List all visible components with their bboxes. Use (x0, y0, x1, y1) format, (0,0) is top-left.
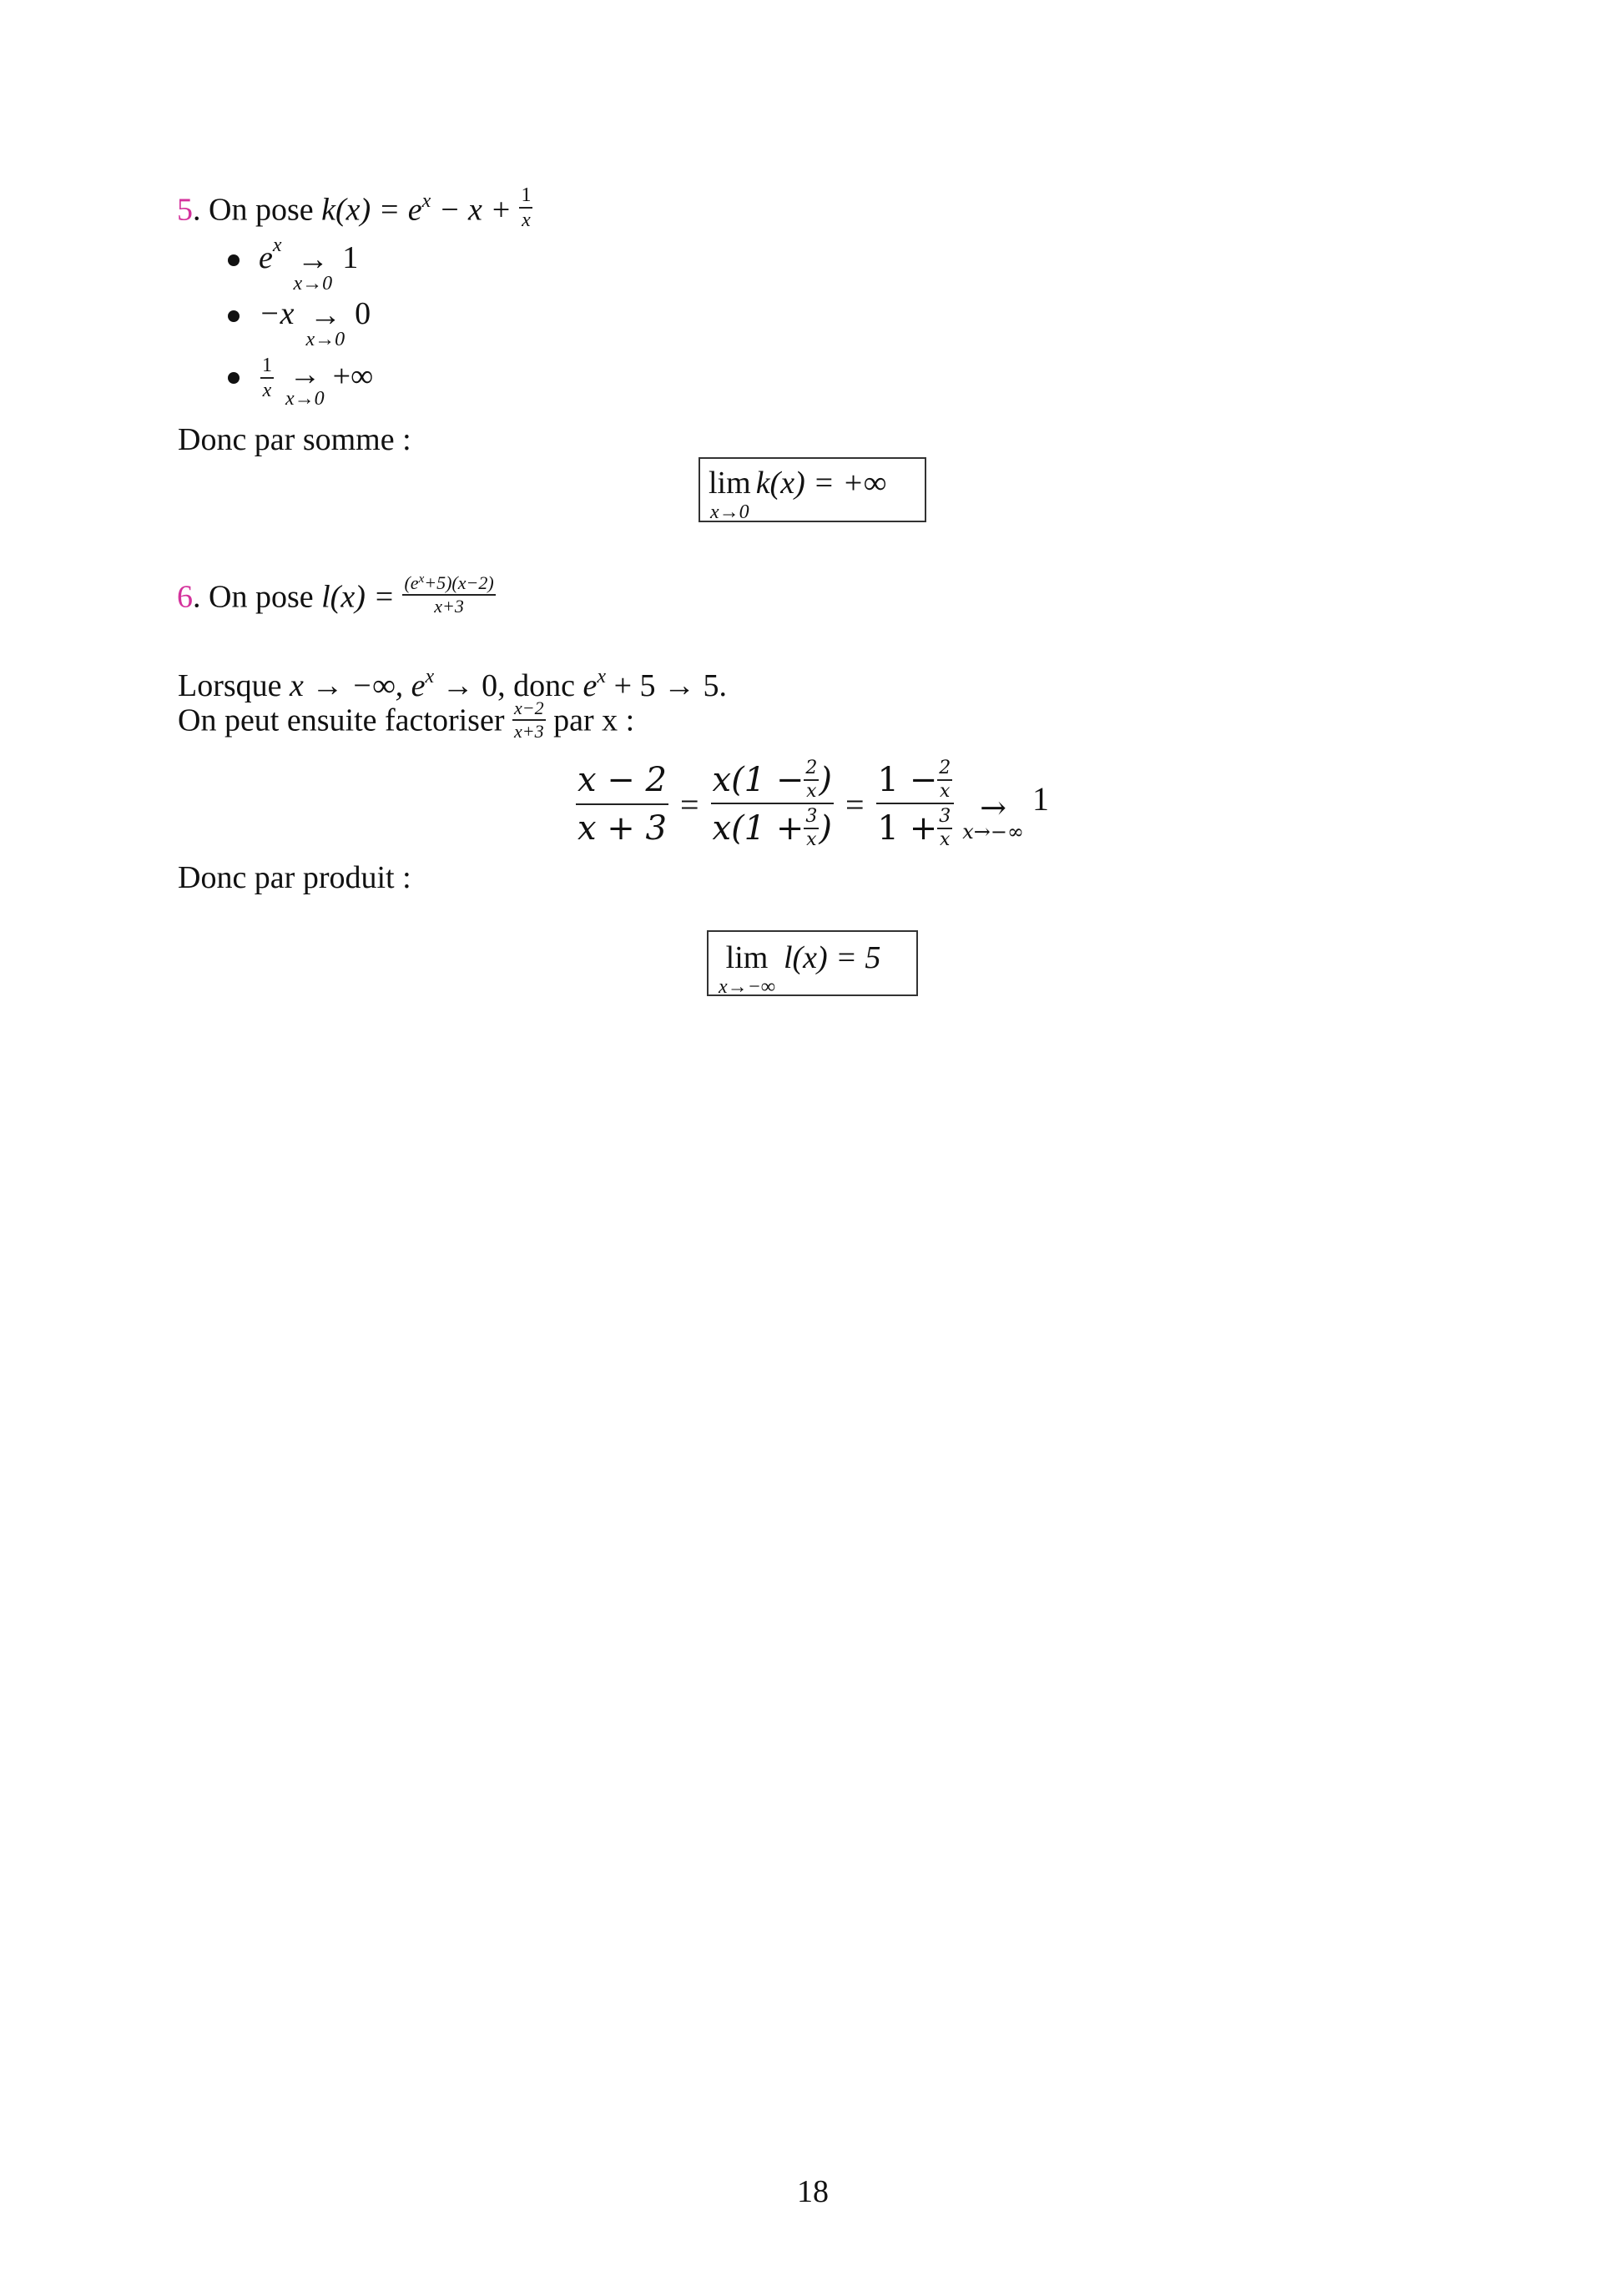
bullet-dot (228, 372, 240, 384)
q5-e: e (407, 192, 422, 228)
q5-result-expr: k(x) = +∞ (755, 466, 887, 501)
bullet-item-3: $\frac{1}{x}$ → x→0 +∞ (262, 355, 374, 410)
q6-number: 6 (177, 579, 193, 615)
lim-operator: lim x→0 (709, 466, 751, 523)
q6-conclusion-text: Donc par produit : (178, 860, 411, 895)
q6-result-box (707, 930, 918, 996)
bullet-dot (228, 254, 240, 266)
q5-heading (177, 184, 532, 235)
q5-exp: x (421, 189, 431, 212)
q5-fraction: $\frac{1}{x}$ (521, 184, 532, 231)
q6-display-equation: $\frac{x - 2}{x + 3}$ = x(1 − $\frac{2}{x}$ ) x(1 + $\frac{3}{x}$ ) = 1 − $\frac{2}{x}$ 1 + $\frac{3}{x}$ → x→−∞ 1 (577, 758, 1049, 850)
q6-line1: Lorsque x → −∞, $e^x \to 0$, donc $e^x + 5 \to 5$. (178, 666, 728, 703)
q6-result-expr: l(x) = 5 (783, 940, 881, 975)
q6-lhs: l(x) = (321, 579, 403, 615)
limit-arrow: → x→0 (285, 357, 325, 410)
bullet-item-1: e x → x→0 1 (259, 234, 359, 295)
q5-intro: . On pose (193, 192, 322, 228)
q5-middle: − x + (431, 192, 520, 228)
q5-number: 5 (177, 192, 193, 228)
fraction-1: $\frac{x - 2}{x + 3}$ (577, 761, 667, 848)
limit-arrow: → x→−∞ (962, 789, 1024, 843)
q6-fraction: $\frac{(e^x+5)(x-2)}{x+3}$ (404, 572, 494, 617)
page-number: 18 (797, 2174, 829, 2209)
limit-arrow: → x→0 (293, 242, 333, 295)
fraction: $\frac{1}{x}$ (262, 355, 272, 401)
inline-fraction: $\frac{x-2}{x+3}$ (513, 697, 544, 742)
q6-line2: On peut ensuite factoriser $\frac{x-2}{x+3}$ par x : (178, 697, 635, 742)
q5-lhs: k(x) = (321, 192, 408, 228)
q6-heading (177, 572, 496, 621)
q6-intro: . On pose (193, 579, 322, 615)
fraction-3: 1 − $\frac{2}{x}$ 1 + $\frac{3}{x}$ (876, 759, 955, 849)
bullet-item-2: −x → x→0 0 (259, 296, 371, 350)
q5-result-box (699, 457, 926, 522)
bullet-dot (228, 310, 240, 322)
limit-arrow: → x→0 (305, 298, 345, 350)
lim-operator: lim x→−∞ (719, 940, 775, 998)
fraction-2: x(1 − $\frac{2}{x}$ ) x(1 + $\frac{3}{x}$ ) (712, 758, 832, 850)
q5-conclusion-text: Donc par somme : (178, 422, 411, 457)
